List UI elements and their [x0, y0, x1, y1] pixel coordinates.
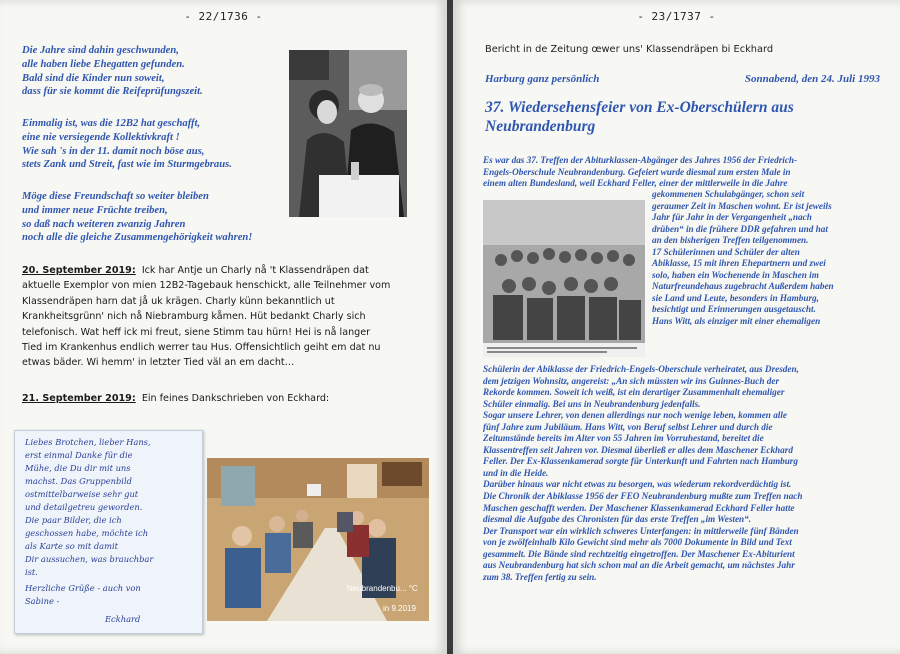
page-number-right: - 23/1737 -: [637, 10, 716, 23]
note-line: ist.: [25, 567, 38, 577]
handwritten-thank-you-note: [14, 430, 203, 634]
diary-entry-sept-21: [22, 391, 432, 406]
poem-line: dass für sie kommt die Reifeprüfungszeit.: [22, 86, 203, 98]
page-number-left: - 22/1736 -: [184, 10, 263, 23]
entry-line: telefonisch. Wat heff ick mi freut, siene Stimm tau hürn! Hei is nå langer: [22, 326, 371, 338]
article-line: Der Transport war ein wirklich schweres Unterfangen: in mittlerweile fünf Bänden: [483, 525, 799, 536]
article-line: geraumer Zeit in Maschen wohnt. Er ist jeweils: [652, 200, 832, 211]
note-line: ostmittelbarweise sehr gut: [25, 489, 139, 499]
article-line: Darüber hinaus war nicht etwas zu besorgen, was wiederum rekordverdächtig ist.: [483, 479, 792, 490]
article-intro: [483, 155, 797, 190]
poem-line: Bald sind die Kinder nun soweit,: [22, 72, 165, 84]
right-page: [453, 0, 900, 654]
note-line: erst einmal Danke für die: [25, 450, 133, 460]
article-line: Maschen geschafft werden. Der Maschener Klassenkamerad Eckhard Feller hatte: [483, 502, 795, 513]
article-line: und in die Heide.: [483, 467, 549, 478]
article-line: diesmal die Aufgabe des Chronisten für das erste Treffen „im Westen“.: [483, 514, 752, 525]
left-page: [0, 0, 447, 654]
article-line: Feller. Der Ex-Klassenkamerad sorgte für Unterkunft und Fahrten nach Hamburg: [483, 456, 798, 467]
note-line: als Karte so mit damit: [25, 541, 118, 551]
note-line: Sabine -: [25, 596, 60, 606]
article-beside-photo: [652, 189, 834, 328]
article-line: besichtigt und Erinnerungen ausgetauscht.: [652, 304, 816, 315]
poem-stanza-3: [22, 190, 322, 245]
article-line: an den bisherigen Treffen teilgenommen.: [652, 235, 809, 246]
entry-date: 21. September 2019:: [22, 393, 136, 404]
diary-entry-sept-20: [22, 263, 432, 371]
article-line: Sogar unsere Lehrer, von denen allerdings nur noch wenige leben, kommen alle: [483, 410, 787, 421]
article-line: solo, haben ein Wochenende in Maschen im: [652, 269, 819, 280]
article-line: aus Neubrandenburg hat sich schon mal an die Arbeit gemacht, um nächstes Jahr: [483, 560, 795, 571]
article-line: zum 38. Treffen fertig zu sein.: [483, 571, 597, 582]
newspaper-photo-image: [483, 200, 645, 357]
article-line: Hans Witt, als einziger mit einer ehemaligen: [652, 316, 821, 327]
note-line: Herzliche Grüße - auch von: [25, 583, 141, 593]
article-line: von je zwölfeinhalb Kilo Gewicht sind mehr als 7000 Dokumente in Bild und Text: [483, 537, 792, 548]
article-line: Schüler einmalig. Bei uns in Neubrandenburg jedenfalls.: [483, 398, 701, 409]
note-signature: Eckhard: [105, 614, 141, 624]
article-intro-heading: Bericht in de Zeitung œwer uns' Klassendräpen bi Eckhard: [485, 44, 774, 55]
poem-line: noch alle die gleiche Zusammengehörigkeit wahren!: [22, 232, 253, 244]
entry-line: Krankheitsgrünn' nich nå Niebramburg kåmen. Hüt bedankt Charly sich: [22, 311, 366, 323]
poem-line: stets Zank und Streit, fast wie im Sturmgebraus.: [22, 159, 232, 171]
poem-line: Die Jahre sind dahin geschwunden,: [22, 45, 179, 56]
newspaper-group-photo: [483, 200, 645, 357]
article-body: [483, 364, 802, 583]
article-title: 37. Wiedersehensfeier von Ex-Oberschülern aus Neubrandenburg: [485, 99, 794, 135]
article-line: drüben“ in die frühere DDR gefahren und hat: [652, 223, 828, 234]
note-line: Dir aussuchen, was brauchbar: [25, 554, 154, 564]
article-line: Die Chronik der Abiklasse 1956 der FEO Neubrandenburg mußte zum Treffen nach: [483, 491, 803, 502]
article-line: gesammelt. Die Bände sind rechtzeitig eingetroffen. Der Maschener Ex-Abiturient: [483, 548, 795, 559]
note-line: machst. Das Gruppenbild: [25, 476, 132, 486]
entry-line: Klassendräpen harn dat jå uk krägen. Charly künn bekanntlich ut: [22, 295, 335, 307]
entry-date: 20. September 2019:: [22, 265, 136, 276]
entry-line: Tied im Krankenhus endlich werrer tau Hus. Offensichtlich geiht em dat nu: [22, 342, 381, 354]
entry-text: Ein feines Dankschrieben von Eckhard:: [141, 393, 330, 404]
poem-line: und immer neue Früchte treiben,: [22, 204, 168, 216]
restaurant-photo-image: [207, 458, 429, 621]
poem-line: eine nie versiegende Kollektivkraft !: [22, 131, 180, 143]
couple-photo-image: [289, 50, 407, 217]
article-line: Abiklasse, 15 mit ihren Ehepartnern und zwei: [652, 258, 826, 269]
article-line: sie Land und Leute, besonders in Hamburg,: [652, 292, 819, 303]
poem-stanza-2: [22, 117, 287, 172]
poem-stanza-1: [22, 44, 287, 99]
article-line: Es war das 37. Treffen der Abiturklassen-Abgänger des Jahres 1956 der Friedrich-: [483, 155, 798, 165]
poem-line: alle haben liebe Ehegatten gefunden.: [22, 58, 185, 70]
note-line: und detailgetreu geworden.: [25, 502, 143, 512]
poem-line: Möge diese Freundschaft so weiter bleiben: [22, 191, 209, 202]
poem-line: so daß nach weiteren zwanzig Jahren: [22, 218, 186, 230]
article-line: Jahr für Jahr in der Vergangenheit „nach: [652, 212, 812, 223]
note-line: geschossen habe, möchte ich: [25, 528, 149, 538]
article-line: einem alten Bundesland, weil Eckhard Feller, einer der mittlerweile in die Jahre: [483, 178, 788, 189]
newspaper-date: Sonnabend, den 24. Juli 1993: [744, 73, 880, 85]
article-line: gekommenen Schulabgänger, schon seit: [652, 189, 805, 199]
note-line: Die paar Bilder, die ich: [25, 515, 122, 525]
entry-line: etwas bäder. Wi hemm' in letzter Tied väl an em dacht…: [22, 357, 295, 369]
article-line: 17 Schülerinnen und Schüler der alten: [652, 246, 800, 257]
poem-line: Einmalig ist, was die 12B2 hat geschafft,: [22, 118, 201, 129]
entry-line: Ick har Antje un Charly nå 't Klassendräpen dat: [141, 265, 369, 276]
article-line: dem jetzigen Wohnsitz, angereist: „An sich müssten wir ins Guinnes-Buch der: [483, 375, 780, 386]
restaurant-group-photo: [207, 458, 429, 621]
article-line: Engels-Oberschule Neubrandenburg. Gefeiert wurde diesmal zum ersten Male in: [483, 166, 791, 177]
article-line: Naturfreundehaus zugebracht Außerdem haben: [652, 281, 834, 292]
poem-line: Wie sah 's in der 11. damit noch böse aus,: [22, 145, 205, 157]
photo-date-stamp: in 9.2019: [383, 604, 416, 613]
article-line: Schülerin der Abiklasse der Friedrich-Engels-Oberschule verheiratet, aus Dresden,: [483, 364, 799, 374]
article-line: Zeitumstände bereits im Alter von 55 Jahren im Vorruhestand, bereitet die: [483, 433, 764, 444]
note-line: Liebes Brotchen, lieber Hans,: [25, 437, 151, 447]
couple-photo: [289, 50, 407, 217]
entry-line: aktuelle Exemplor von mien 12B2-Tagebauk henschickt, alle Teilnehmer vom: [22, 280, 391, 292]
newspaper-name: Harburg ganz persönlich: [485, 73, 600, 85]
article-line: Rekorde kommen. Soweit ich weiß, ist ein derartiger Zusammenhalt ehemaliger: [483, 387, 785, 398]
note-line: Mühe, die Du dir mit uns: [25, 463, 131, 473]
article-line: Klassentreffen seit Jahren vor. Diesmal überließ er alles dem Maschener Eckhard: [483, 444, 793, 455]
photo-caption: Neubrandenbu... °C: [347, 584, 418, 593]
article-line: fünf Jahre zum Jubiläum. Hans Witt, von Beruf selbst Lehrer und durch die: [483, 421, 773, 432]
